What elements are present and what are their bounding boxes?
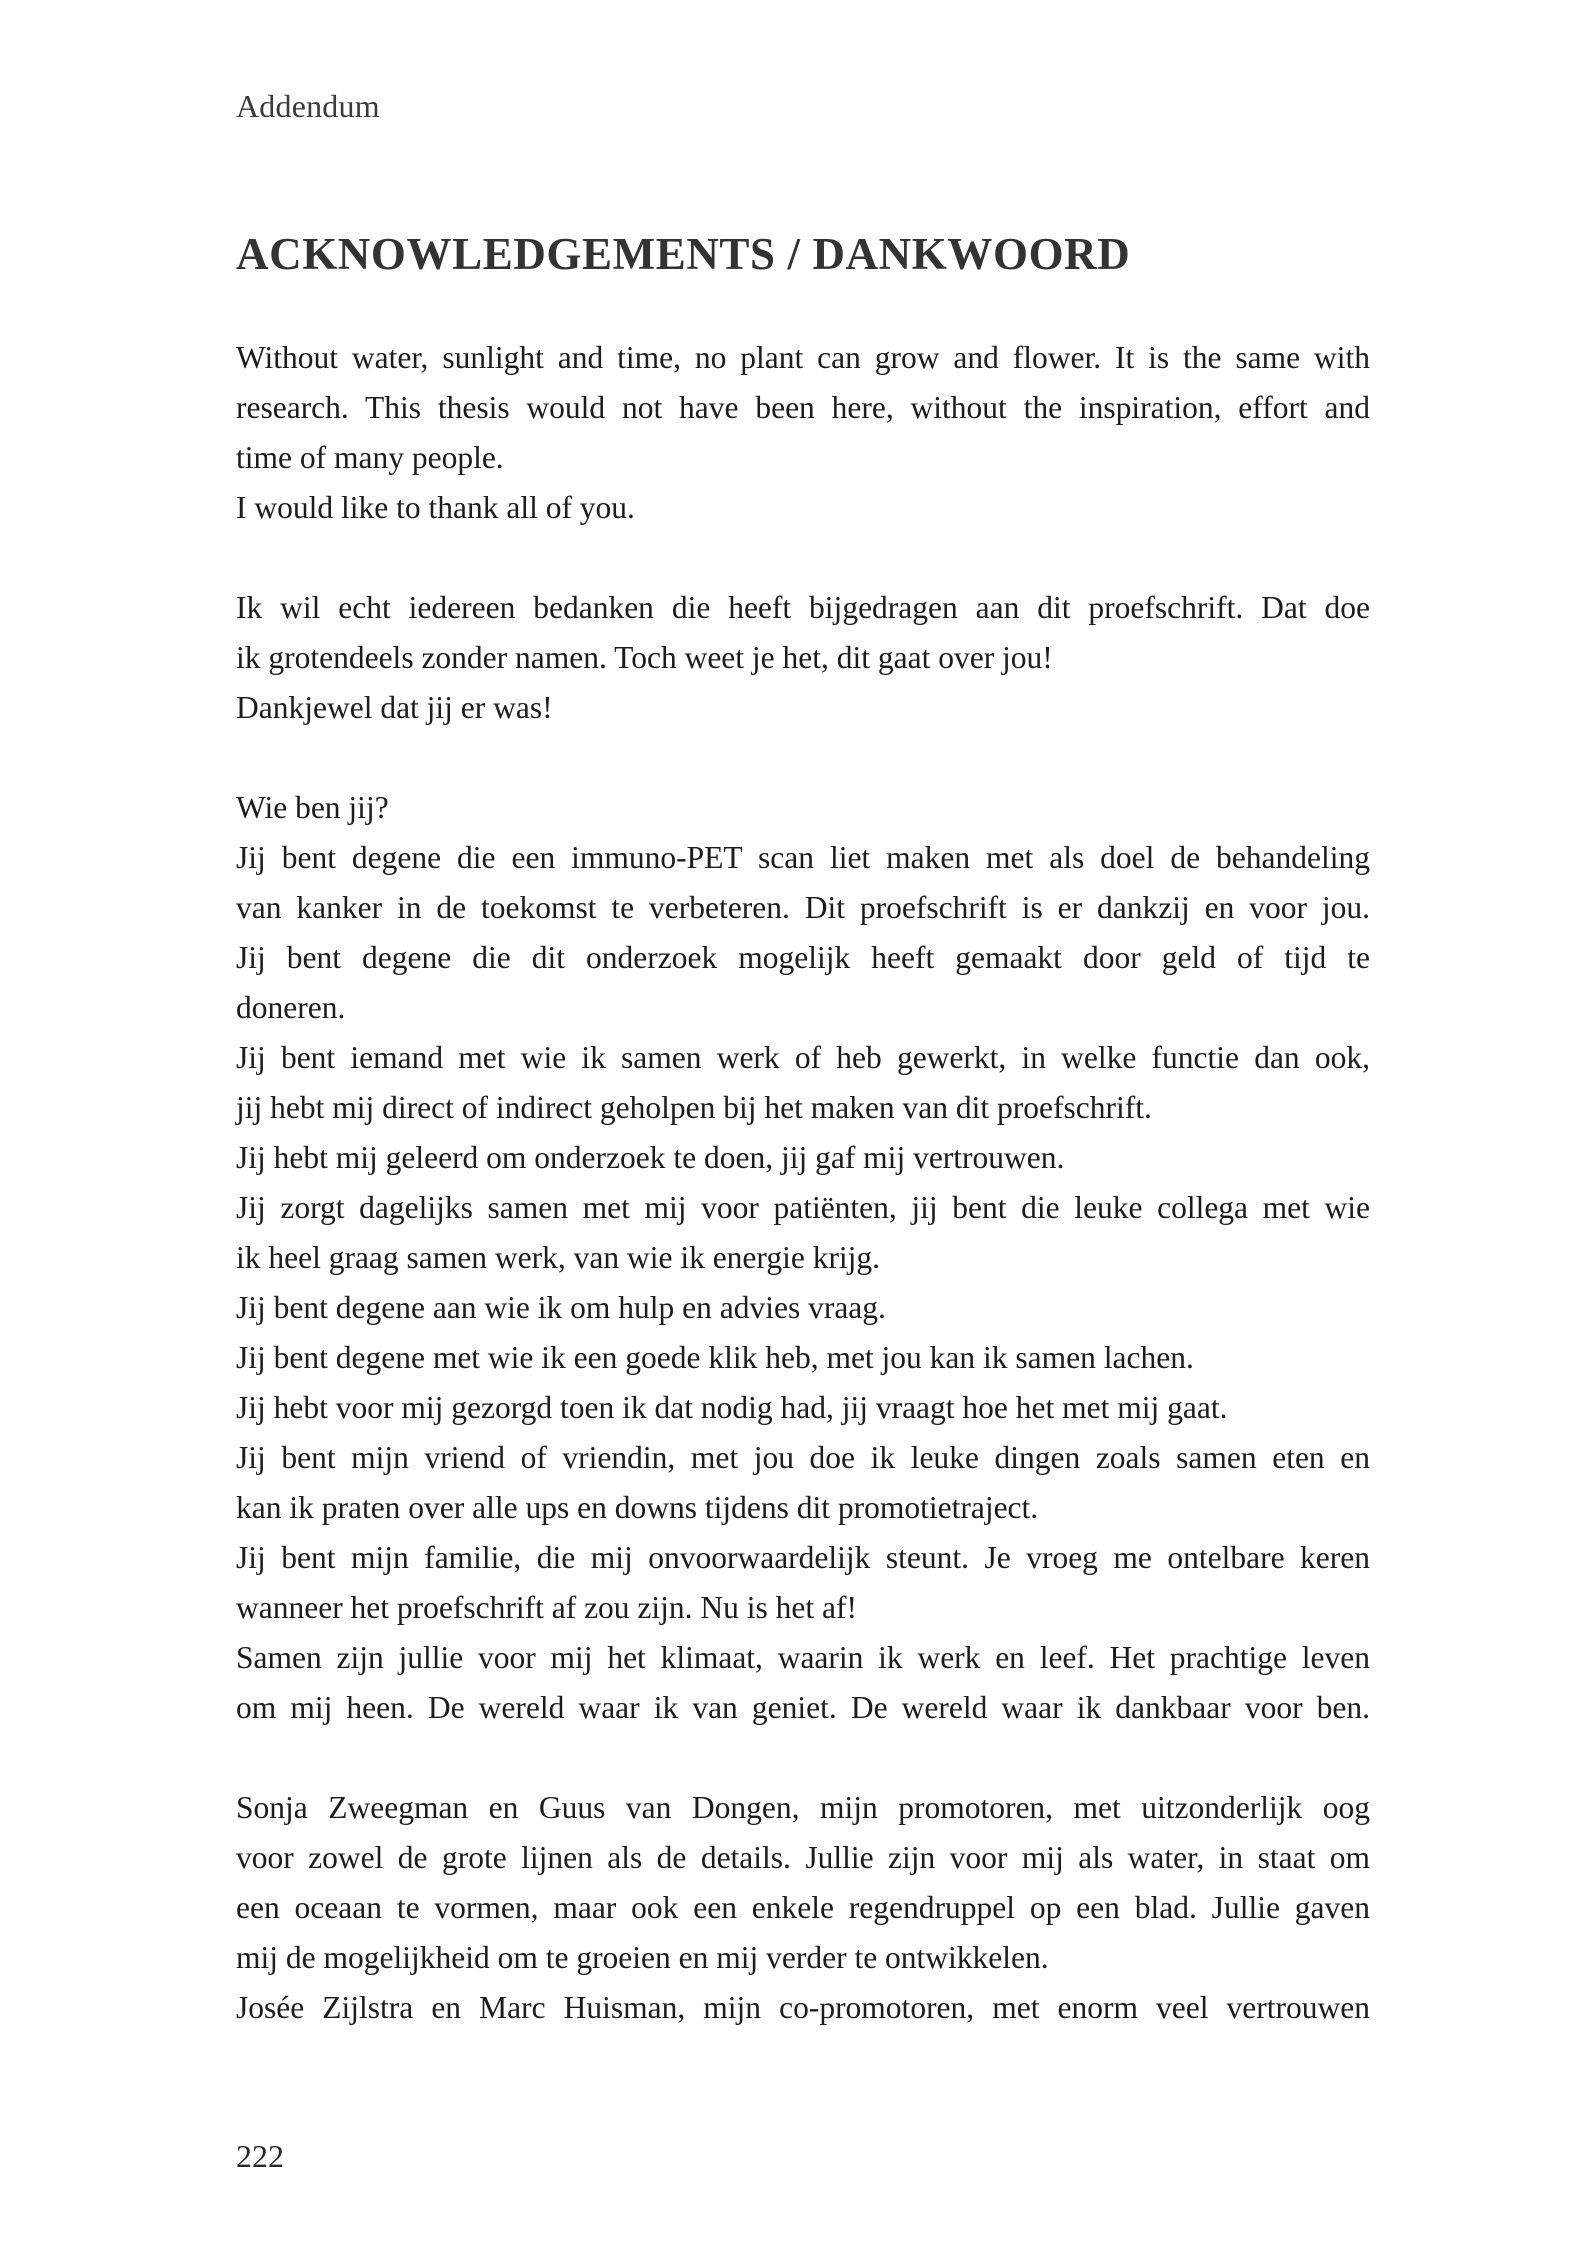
text-line: ik grotendeels zonder namen. Toch weet je het, dit gaat over jou! <box>236 640 1053 675</box>
page-number: 222 <box>236 2138 284 2174</box>
paragraph <box>236 583 1370 733</box>
text-line: wanneer het proefschrift af zou zijn. Nu is het af! <box>236 1590 857 1625</box>
paragraph-gap <box>236 733 1370 783</box>
text-line: Josée Zijlstra en Marc Huisman, mijn co-promotoren, met enorm veel vertrouwen <box>236 1990 1370 2025</box>
text-line: kan ik praten over alle ups en downs tijdens dit promotietraject. <box>236 1490 1039 1525</box>
paragraph-gap <box>236 533 1370 583</box>
text-line: Jij bent degene aan wie ik om hulp en advies vraag. <box>236 1290 886 1325</box>
text-line: Jij bent mijn vriend of vriendin, met jou doe ik leuke dingen zoals samen eten en <box>236 1440 1370 1475</box>
paragraph <box>236 1783 1370 2033</box>
text-line: Jij zorgt dagelijks samen met mij voor patiënten, jij bent die leuke collega met wie <box>236 1190 1370 1225</box>
text-line: time of many people. <box>236 440 504 475</box>
text-line: research. This thesis would not have been here, without the inspiration, effort and <box>236 390 1370 425</box>
text-line: Jij hebt voor mij gezorgd toen ik dat nodig had, jij vraagt hoe het met mij gaat. <box>236 1390 1228 1425</box>
paragraph <box>236 783 1370 1733</box>
text-line: Samen zijn jullie voor mij het klimaat, waarin ik werk en leef. Het prachtige leven <box>236 1640 1370 1675</box>
text-line: Without water, sunlight and time, no plant can grow and flower. It is the same with <box>236 340 1370 375</box>
text-line: voor zowel de grote lijnen als de details. Jullie zijn voor mij als water, in staat om <box>236 1840 1370 1875</box>
text-line: doneren. <box>236 990 346 1025</box>
text-line: Jij bent degene die een immuno-PET scan liet maken met als doel de behandeling <box>236 840 1370 875</box>
running-header: Addendum <box>236 88 380 124</box>
paragraph <box>236 333 1370 533</box>
text-line: Ik wil echt iedereen bedanken die heeft bijgedragen aan dit proefschrift. Dat doe <box>236 590 1370 625</box>
text-line: Jij bent degene die dit onderzoek mogelijk heeft gemaakt door geld of tijd te <box>236 940 1370 975</box>
paragraph-gap <box>236 1733 1370 1783</box>
text-line: Jij bent degene met wie ik een goede klik heb, met jou kan ik samen lachen. <box>236 1340 1194 1375</box>
text-line: een oceaan te vormen, maar ook een enkele regendruppel op een blad. Jullie gaven <box>236 1890 1370 1925</box>
text-line: ik heel graag samen werk, van wie ik energie krijg. <box>236 1240 881 1275</box>
text-line: Jij hebt mij geleerd om onderzoek te doen, jij gaf mij vertrouwen. <box>236 1140 1065 1175</box>
page-title: ACKNOWLEDGEMENTS / DANKWOORD <box>236 229 1131 279</box>
body-text <box>236 333 1370 2033</box>
text-line: Sonja Zweegman en Guus van Dongen, mijn promotoren, met uitzonderlijk oog <box>236 1790 1370 1825</box>
text-line: Dankjewel dat jij er was! <box>236 690 553 725</box>
text-line: om mij heen. De wereld waar ik van geniet. De wereld waar ik dankbaar voor ben. <box>236 1690 1370 1725</box>
text-line: jij hebt mij direct of indirect geholpen bij het maken van dit proefschrift. <box>236 1090 1152 1125</box>
text-line: mij de mogelijkheid om te groeien en mij verder te ontwikkelen. <box>236 1940 1049 1975</box>
text-line: van kanker in de toekomst te verbeteren. Dit proefschrift is er dankzij en voor jou. <box>236 890 1370 925</box>
text-line: Wie ben jij? <box>236 790 389 825</box>
text-line: Jij bent mijn familie, die mij onvoorwaardelijk steunt. Je vroeg me ontelbare keren <box>236 1540 1370 1575</box>
text-line: I would like to thank all of you. <box>236 490 635 525</box>
text-line: Jij bent iemand met wie ik samen werk of heb gewerkt, in welke functie dan ook, <box>236 1040 1370 1075</box>
